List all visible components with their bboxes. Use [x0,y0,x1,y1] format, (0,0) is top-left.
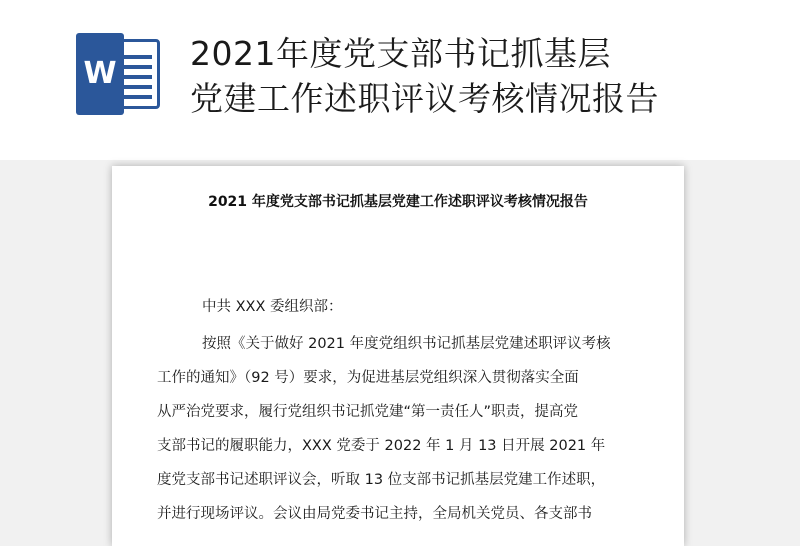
text-line-shape [120,55,152,59]
text-line-shape [120,85,152,89]
page-title [190,31,770,121]
word-letter-badge: W [76,33,124,115]
body-line: 支部书记的履职能力，XXX 党委于 2022 年 1 月 13 日开展 2021 年 [157,438,606,454]
text-line-shape [120,75,152,79]
body-line: 并进行现场评议。会议由局党委书记主持，全局机关党员、各支部书 [157,506,592,522]
document-title: 2021 年度党支部书记抓基层党建工作述职评议考核情况报告 [208,194,588,210]
body-line: 度党支部书记述职评议会，听取 13 位支部书记抓基层党建工作述职， [157,472,606,488]
page-title-line-2: 党建工作述职评议考核情况报告 [190,79,659,118]
body-line: 工作的通知》（92 号）要求，为促进基层党组织深入贯彻落实全面 [157,370,579,386]
document-page-preview [112,166,684,546]
body-line: 按照《关于做好 2021 年度党组织书记抓基层党建述职评议考核 [202,336,611,352]
header-banner [0,0,800,160]
text-line-shape [120,65,152,69]
document-salutation: 中共 XXX 委组织部： [202,299,343,315]
word-document-icon [76,33,162,115]
body-line: 从严治党要求，履行党组织书记抓党建“第一责任人”职责，提高党 [157,404,579,420]
document-body-paragraph [157,334,647,538]
text-line-shape [120,95,152,99]
page-title-line-1: 2021年度党支部书记抓基层 [190,34,611,73]
